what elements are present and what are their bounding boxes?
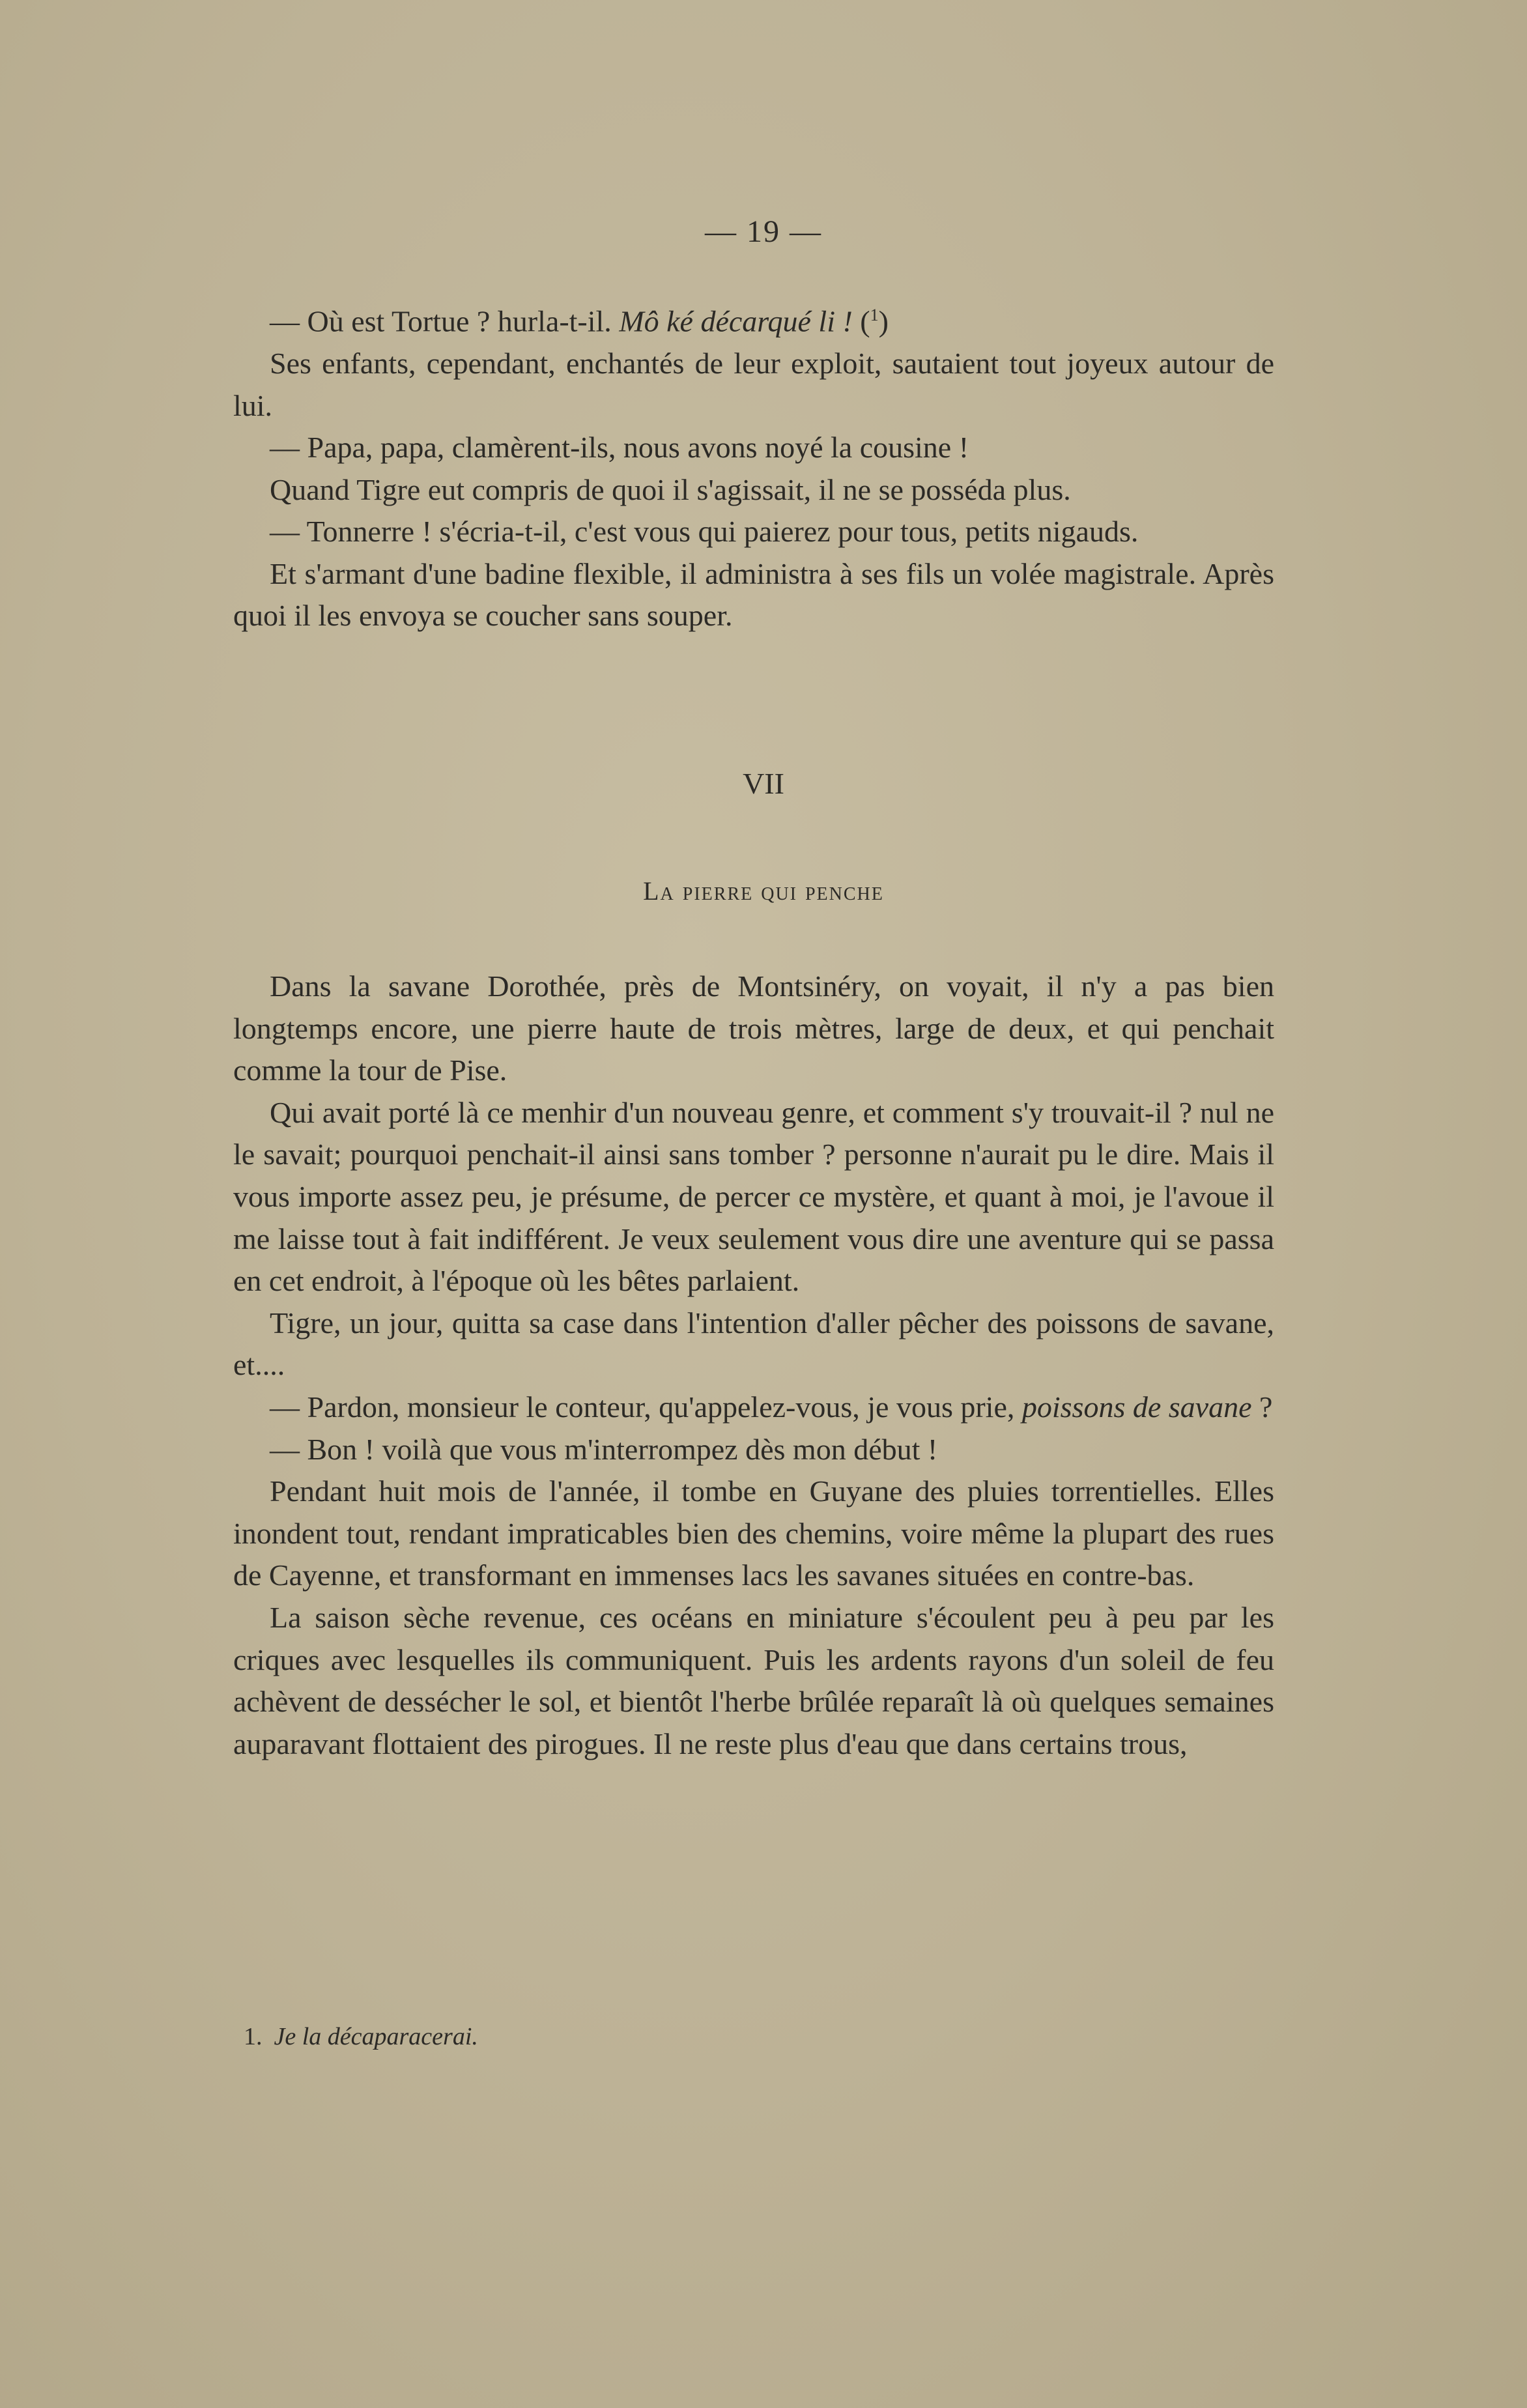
paragraph-text: — Où est Tortue ? hurla-t-il. bbox=[270, 304, 620, 338]
paragraph-text: ? bbox=[1251, 1390, 1273, 1424]
paragraph: La saison sèche revenue, ces océans en miniature s'écoulent peu à peu par les criques avec lesquelles ils communiquent. Puis les ardents rayons d'un soleil de feu achèvent de dessécher le sol, et bientôt l'herbe brûlée reparaît là où quelques semaines auparavant flottaient des pirogues. Il ne reste plus d'eau que dans certains trous, bbox=[233, 1600, 1274, 1760]
chapter-number: VII bbox=[743, 767, 784, 800]
paragraph: — Bon ! voilà que vous m'interrompez dès mon début ! bbox=[270, 1432, 938, 1466]
page-number: — 19 — bbox=[705, 214, 822, 249]
paragraph-text: ( bbox=[852, 304, 870, 338]
paragraph-text: ) bbox=[878, 304, 889, 338]
footnote-number: 1. bbox=[244, 2023, 263, 2050]
paragraph bbox=[233, 1386, 1274, 1429]
italic-term: poissons de savane bbox=[1021, 1390, 1252, 1424]
chapter-text-block bbox=[233, 966, 1274, 1765]
creole-quote: Mô ké décarqué li ! bbox=[619, 304, 853, 338]
top-text-block bbox=[233, 294, 1274, 637]
paragraph: — Papa, papa, clamèrent-ils, nous avons noyé la cousine ! bbox=[270, 431, 969, 465]
paragraph: Pendant huit mois de l'année, il tombe en Guyane des pluies torrentielles. Elles inondent tout, rendant impraticables bien des chemins, voire même la plupart des rues de Cayenne, et transformant en immenses lacs les savanes situées en contre-bas. bbox=[233, 1474, 1274, 1592]
paragraph: Et s'armant d'une badine flexible, il administra à ses fils un volée magistrale. Après quoi il les envoya se coucher sans souper. bbox=[233, 556, 1274, 633]
chapter-title: La pierre qui penche bbox=[643, 876, 884, 906]
footnote-text: Je la décaparacerai. bbox=[274, 2023, 478, 2050]
paragraph: Tigre, un jour, quitta sa case dans l'intention d'aller pêcher des poissons de savane, et.... bbox=[233, 1306, 1274, 1382]
paragraph-text: — Pardon, monsieur le conteur, qu'appelez-vous, je vous prie, bbox=[270, 1390, 1022, 1424]
paragraph bbox=[233, 294, 1274, 343]
paragraph: Dans la savane Dorothée, près de Montsinéry, on voyait, il n'y a pas bien longtemps encore, une pierre haute de trois mètres, large de deux, et qui penchait comme la tour de Pise. bbox=[233, 969, 1274, 1087]
footnote-ref: 1 bbox=[870, 306, 879, 324]
paragraph: Qui avait porté là ce menhir d'un nouveau genre, et comment s'y trouvait-il ? nul ne le savait; pourquoi penchait-il ainsi sans tomber ? personne n'aurait pu le dire. Mais il vous importe assez peu, je présume, de percer ce mystère, et quant à moi, je l'avoue il me laisse tout à fait indifférent. Je veux seulement vous dire une aventure qui se passa en cet endroit, à l'époque où les bêtes parlaient. bbox=[233, 1095, 1274, 1298]
paragraph: — Tonnerre ! s'écria-t-il, c'est vous qui paierez pour tous, petits nigauds. bbox=[270, 515, 1139, 549]
paragraph: Quand Tigre eut compris de quoi il s'agissait, il ne se posséda plus. bbox=[270, 472, 1071, 506]
footnote bbox=[244, 2022, 478, 2051]
paragraph: Ses enfants, cependant, enchantés de leur exploit, sautaient tout joyeux autour de lui. bbox=[233, 346, 1274, 422]
